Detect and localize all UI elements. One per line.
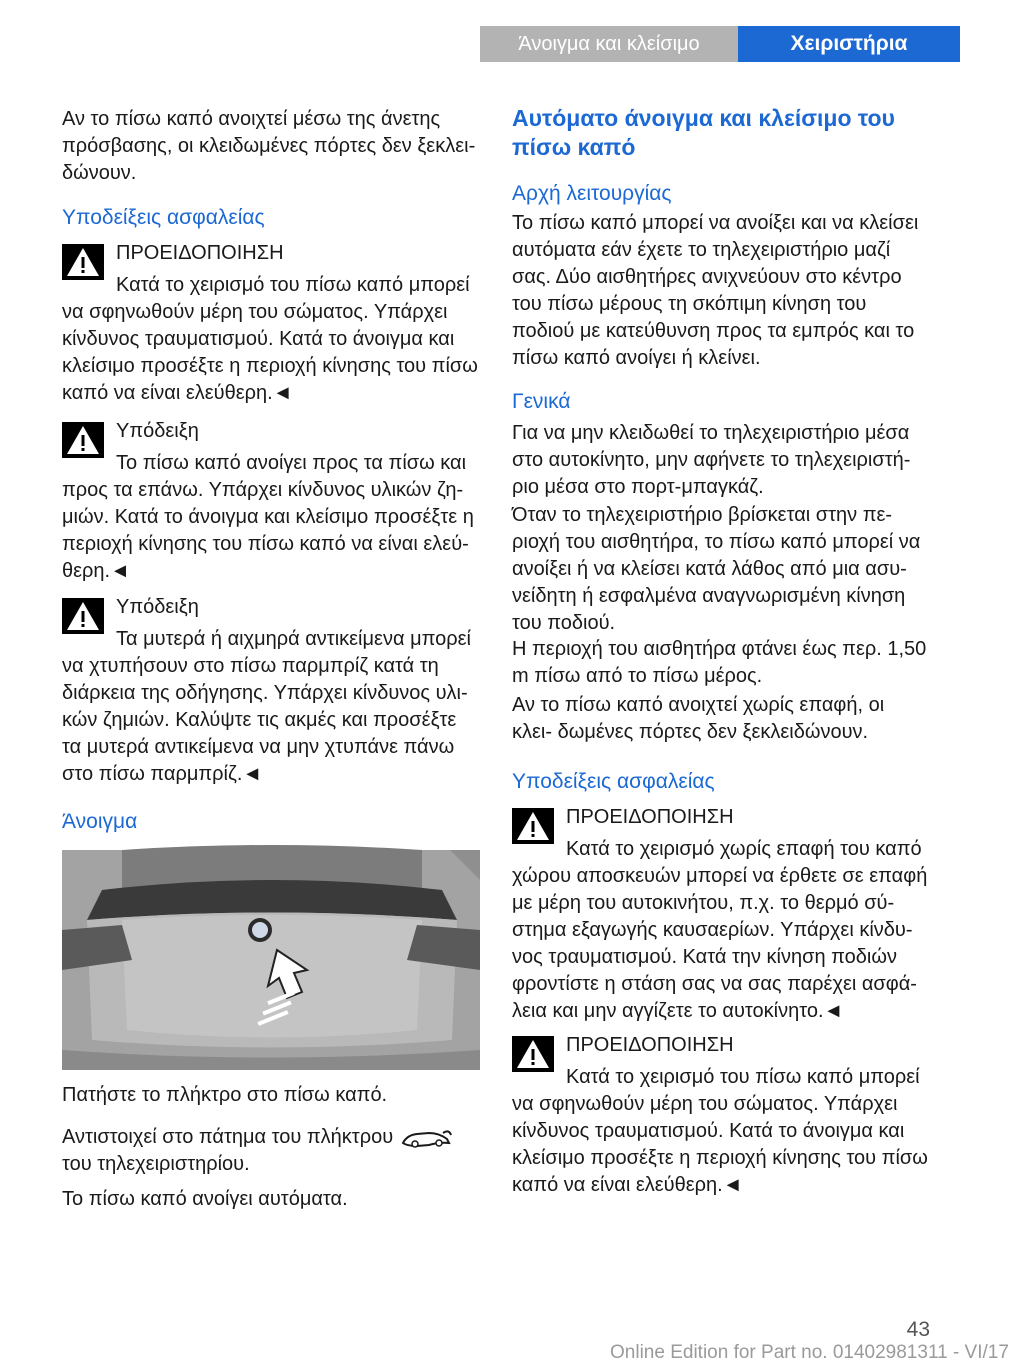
car-tailgate-icon <box>399 1125 453 1151</box>
principle-paragraph: Το πίσω καπό μπορεί να ανοίξει και να κλείσει αυτόματα εάν έχετε το τηλεχειριστήριο μαζί σας. Δύο αισθητήρες ανιχνεύουν στο κέντρο του πίσω μέρους τη σκόπιμη κίνηση του ποδιού με κατεύθυνση προς τα εμπρός και το πίσω καπό ανοίγει ή κλείνει. <box>512 212 919 369</box>
caption-opens-automatically: Το πίσω καπό ανοίγει αυτόματα. <box>62 1188 348 1210</box>
page-number: 43 <box>906 1318 930 1341</box>
caption-remote-a <box>62 1124 480 1151</box>
warning-triangle-icon <box>512 808 554 844</box>
chapter-tab: Χειριστήρια <box>738 26 960 62</box>
caption-press-button: Πατήστε το πλήκτρο στο πίσω καπό. <box>62 1084 388 1106</box>
general-paragraph-4: Αν το πίσω καπό ανοιχτεί χωρίς επαφή, οι κλει- δωμένες πόρτες δεν ξεκλειδώνουν. <box>512 694 885 743</box>
section-title: Αυτόματο άνοιγμα και κλείσιμο του πίσω καπό <box>512 105 895 160</box>
warning-text: να σφηνωθούν μέρη του σώματος. Υπάρχει κίνδυνος τραυματισμού. Κατά το άνοιγμα και κλείσιμο προσέξτε η περιοχή κίνησης του πίσω καπό να είναι ελεύθερη.◄ <box>62 301 478 404</box>
notice-first-line: Τα μυτερά ή αιχμηρά αντικείμενα μπορεί <box>116 628 471 650</box>
notice-text: να χτυπήσουν στο πίσω παρμπρίζ κατά τη διάρκεια της οδήγησης. Υπάρχει κίνδυνος υλι- κών ζημιών. Καλύψτε τις ακμές και προσέξτε τα μυτερά αντικείμενα να μην χτυπάνε πάνω στο πίσω παρμπρίζ.◄ <box>62 655 468 785</box>
section-tab: Άνοιγμα και κλείσιμο <box>480 26 738 62</box>
general-paragraph-1: Για να μην κλειδωθεί το τηλεχειριστήριο μέσα στο αυτοκίνητο, μην αφήνετε το τηλεχειριστή- ριο μέσα στο πορτ-μπαγκάζ. <box>512 422 911 498</box>
warning-block <box>62 240 480 407</box>
general-heading: Γενικά <box>512 390 571 413</box>
safety-heading: Υποδείξεις ασφαλείας <box>62 206 265 229</box>
notice-title: Υπόδειξη <box>116 596 199 618</box>
tailgate-illustration <box>62 850 480 1070</box>
warning-title: ΠΡΟΕΙΔΟΠΟΙΗΣΗ <box>566 1034 734 1056</box>
general-paragraph-2: Όταν το τηλεχειριστήριο βρίσκεται στην πε- ριοχή του αισθητήρα, το πίσω καπό μπορεί να ανοίξει ή να κλείσει κατά λάθος από μια ασυ- νείδητη ή εσφαλμένα αναγνωρισμένη κίνηση του ποδιού. <box>512 504 921 634</box>
notice-block <box>62 418 480 585</box>
safety-heading: Υποδείξεις ασφαλείας <box>512 770 715 793</box>
warning-triangle-icon <box>62 244 104 280</box>
warning-triangle-icon <box>512 1036 554 1072</box>
notice-text: προς τα επάνω. Υπάρχει κίνδυνος υλικών ζη- μιών. Κατά το άνοιγμα και κλείσιμο προσέξτε η περιοχή κίνησης του πίσω καπό να είναι ελεύ- θερη.◄ <box>62 479 474 582</box>
general-paragraph-3: Η περιοχή του αισθητήρα φτάνει έως περ. 1,50 m πίσω από το πίσω μέρος. <box>512 638 927 687</box>
warning-triangle-icon <box>62 598 104 634</box>
principle-heading: Αρχή λειτουργίας <box>512 182 672 205</box>
caption-remote-b: του τηλεχειριστηρίου. <box>62 1153 250 1175</box>
notice-title: Υπόδειξη <box>116 420 199 442</box>
opening-heading: Άνοιγμα <box>62 810 138 833</box>
warning-title: ΠΡΟΕΙΔΟΠΟΙΗΣΗ <box>116 242 284 264</box>
warning-text: χώρου αποσκευών μπορεί να έρθετε σε επαφή με μέρη του αυτοκινήτου, π.χ. το θερμό σύ- στημα εξαγωγής καυσαερίων. Υπάρχει κίνδυ- νος τραυματισμού. Κατά την κίνηση ποδιών φροντίστε η στάση σας να σας παρέχει ασφά- λεια και μην αγγίζετε το αυτοκίνητο.◄ <box>512 865 928 1022</box>
warning-first-line: Κατά το χειρισμό του πίσω καπό μπορεί <box>566 1066 920 1088</box>
edition-footer: Online Edition for Part no. 01402981311 - VI/17 <box>610 1342 1009 1363</box>
warning-first-line: Κατά το χειρισμό χωρίς επαφή του καπό <box>566 838 922 860</box>
warning-text: να σφηνωθούν μέρη του σώματος. Υπάρχει κίνδυνος τραυματισμού. Κατά το άνοιγμα και κλείσιμο προσέξτε η περιοχή κίνησης του πίσω καπό να είναι ελεύθερη.◄ <box>512 1093 928 1196</box>
warning-block <box>512 804 928 1025</box>
notice-first-line: Το πίσω καπό ανοίγει προς τα πίσω και <box>116 452 467 474</box>
warning-title: ΠΡΟΕΙΔΟΠΟΙΗΣΗ <box>566 806 734 828</box>
warning-block <box>512 1032 928 1199</box>
intro-paragraph: Αν το πίσω καπό ανοιχτεί μέσω της άνετης πρόσβασης, οι κλειδωμένες πόρτες δεν ξεκλει- δώνουν. <box>62 108 476 184</box>
notice-block <box>62 594 480 788</box>
caption-remote-text: Αντιστοιχεί στο πάτημα του πλήκτρου <box>62 1126 394 1148</box>
page-header <box>0 0 960 62</box>
warning-triangle-icon <box>62 422 104 458</box>
warning-first-line: Κατά το χειρισμό του πίσω καπό μπορεί <box>116 274 470 296</box>
